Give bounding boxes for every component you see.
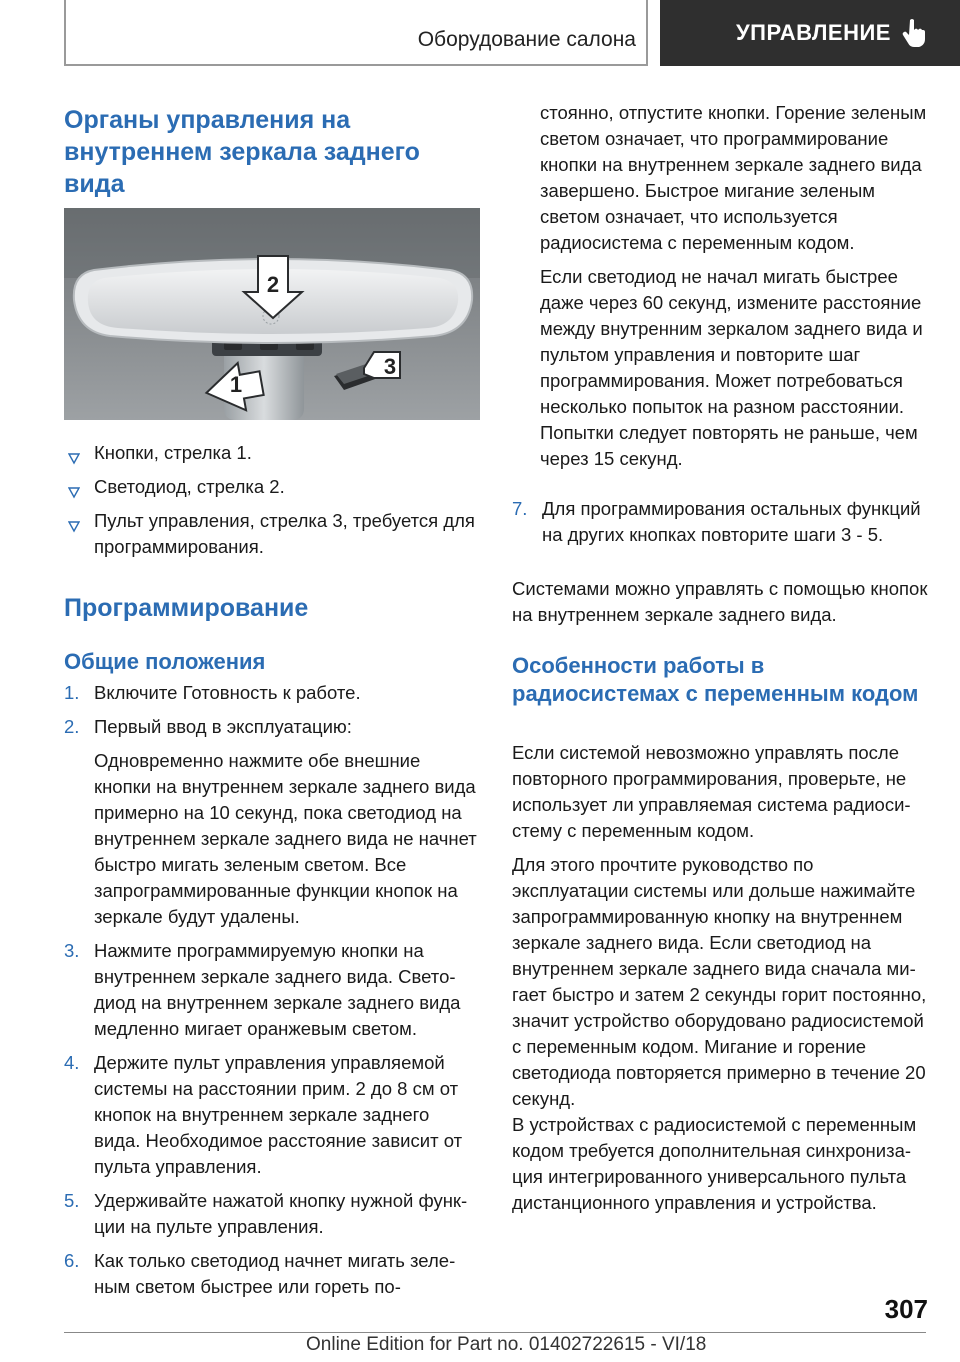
- step-item: [64, 680, 480, 706]
- footer-rule: [64, 1332, 926, 1333]
- step-text: Первый ввод в эксплуатацию:: [94, 716, 352, 737]
- paragraph: В устройствах с радиосистемой с переменным кодом требуется дополнительная синхронизация интегрированного универсального пульта дистанционного управления и устройства.: [512, 1114, 917, 1213]
- step-number: 4.: [64, 1052, 80, 1073]
- legend-item: [64, 440, 480, 466]
- subsection-title-general: Общие положения: [64, 649, 266, 674]
- section-title-programming: Программирование: [64, 594, 309, 622]
- triangle-bullet-icon: [68, 446, 80, 472]
- page-number: 307: [884, 1294, 928, 1324]
- step-number: 6.: [64, 1250, 80, 1271]
- arrow-label-3: 3: [383, 354, 397, 379]
- subsection-title-rolling-code: Особенности работы в радиосистемах с переменным кодом: [512, 653, 919, 706]
- header-rule-bottom: [64, 64, 646, 66]
- legend-text: Кнопки, стрелка 1.: [94, 442, 252, 463]
- step-text: Включите Готовность к работе.: [94, 682, 361, 703]
- triangle-bullet-icon: [68, 480, 80, 506]
- step-text: стоянно, отпустите кнопки. Горение зеленым светом означает, что программирование кнопки на внутреннем зеркале заднего вида завершено. Быстрое мигание зеленым светом означает, что используется радиосистема с переменным кодом.: [540, 102, 927, 253]
- step-text: Удерживайте нажатой кнопку нужной функции на пульте управления.: [94, 1190, 468, 1237]
- programming-steps-list: [64, 680, 480, 1308]
- header-rule-divider: [646, 0, 648, 66]
- step-item: [64, 714, 480, 930]
- section-title-controls: Органы управления на внутреннем зеркала заднего вида: [64, 106, 420, 198]
- footer-edition: Online Edition for Part no. 01402722615 - VI/18: [306, 1334, 707, 1355]
- figure-legend-list: [64, 440, 480, 568]
- step-7: [512, 496, 928, 548]
- legend-text: Светодиод, стрелка 2.: [94, 476, 285, 497]
- step-text: Нажмите программируемую кнопки на внутреннем зеркале заднего вида. Светодиод на внутреннем зеркале заднего вида медленно мигает оранжевым светом.: [94, 940, 461, 1039]
- header-section-title: Оборудование салона: [417, 28, 636, 51]
- step-number: 2.: [64, 716, 80, 737]
- paragraph: Для этого прочтите руководство по эксплуатации системы или дольше нажимайте запрограммированную кнопку на внутреннем зеркале заднего вида. Если светодиод на внутреннем зеркале заднего вида сначала мигает быстро и затем 2 секунды горит постоянно, значит устройство оборудовано радиосистемой с переменным кодом. Мигание и горение светодиода повторяется примерно в течение 20 секунд.: [512, 854, 927, 1109]
- paragraph: Если системой невозможно управлять после повторного программирования, проверьте, не использует ли управляемая система радиосистему с переменным кодом.: [512, 742, 911, 841]
- arrow-label-1: 1: [229, 372, 243, 397]
- step-number: 7.: [512, 498, 528, 519]
- mirror-figure: [64, 208, 480, 420]
- step6-continuation: [540, 100, 930, 480]
- header-chapter-tab[interactable]: [660, 0, 960, 66]
- step-item: [64, 938, 480, 1042]
- step-text: Для программирования остальных функций на других кнопках повторите шаги 3 - 5.: [542, 498, 921, 545]
- step-item: [64, 1248, 480, 1300]
- step-item: [64, 1050, 480, 1180]
- legend-item: [64, 474, 480, 500]
- step-text: Держите пульт управления управляемой системы на расстоянии прим. 2 до 8 см от кнопок на внутреннем зеркале заднего вида. Необходимое расстояние зависит от пульта управления.: [94, 1052, 463, 1177]
- triangle-bullet-icon: [68, 514, 80, 540]
- step-text: Одновременно нажмите обе внешние кнопки на внутреннем зеркале заднего вида примерно на 10 секунд, пока светодиод на внутреннем зеркале заднего вида не начнет быстро мигать зеленым светом. Все запрограммированные функции кнопок на зеркале будут удалены.: [94, 750, 477, 927]
- step-text: Если светодиод не начал мигать быстрее даже через 60 секунд, измените расстояние между внутренним зеркалом заднего вида и пультом управления и повторите шаг программирования. Может потребоваться несколько попыток на разном расстоянии. Попытки следует повторять не раньше, чем через 15 секунд.: [540, 266, 923, 469]
- paragraph: Системами можно управлять с помощью кнопок на внутреннем зеркале заднего вида.: [512, 578, 928, 625]
- arrow-label-2: 2: [266, 272, 280, 297]
- header-rule-left: [64, 0, 66, 66]
- step-text: Как только светодиод начнет мигать зеленым светом быстрее или гореть по-: [94, 1250, 456, 1297]
- legend-item: [64, 508, 480, 560]
- chapter-tab-label: УПРАВЛЕНИЕ: [736, 20, 891, 45]
- hand-pointer-icon: [901, 18, 927, 48]
- step-item: [512, 496, 928, 556]
- step-number: 3.: [64, 940, 80, 961]
- step-number: 1.: [64, 682, 80, 703]
- legend-text: Пульт управления, стрелка 3, требуется для программирования.: [94, 510, 475, 557]
- step-item: [64, 1188, 480, 1240]
- step-number: 5.: [64, 1190, 80, 1211]
